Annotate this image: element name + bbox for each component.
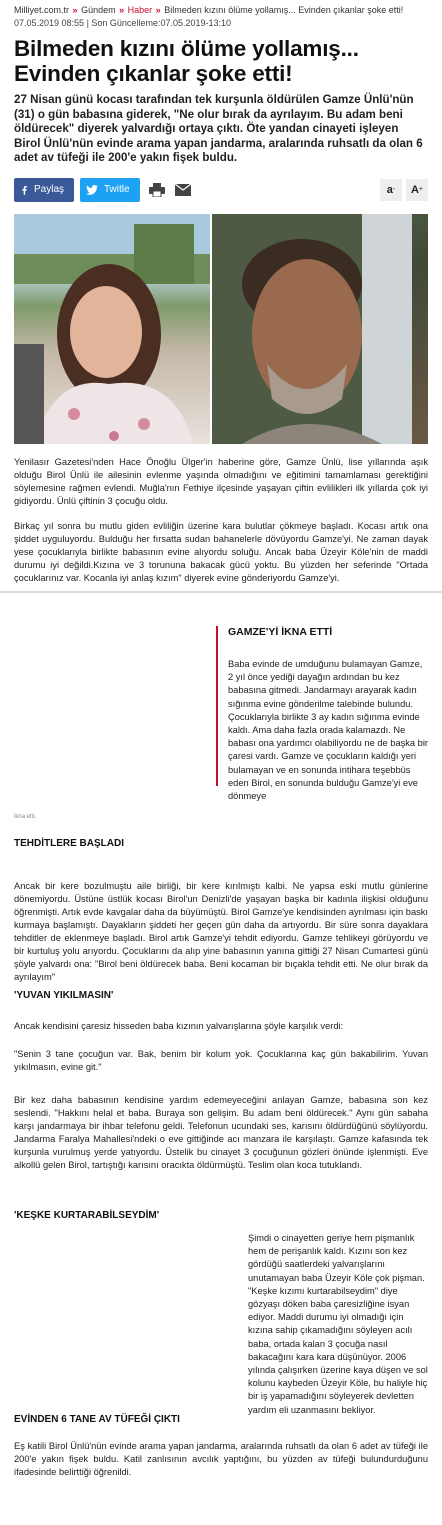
twitter-share-button[interactable]: [80, 178, 140, 202]
breadcrumb-item-gundem[interactable]: Gündem: [81, 5, 116, 15]
font-size-controls: [380, 179, 428, 201]
font-increase-label: A: [410, 183, 419, 196]
twitter-share-label: Twitle: [104, 184, 130, 195]
facebook-share-label: Paylaş: [33, 184, 64, 195]
photo-woman: [14, 214, 210, 444]
aside-gamze-ikna: [216, 626, 429, 802]
section-text: Bir kez daha babasının kendisine yardım edemeyeceğini anlayan Gamze, babasına son kez seslendi. "Hakkını helal et baba. Buraya son gelişim. Bu adam beni öldürecek." Aynı gün sabaha karşı jandarmaya bir ihbar telefonu geldi. Telefonun ucundaki ses, karısını öldürdüğünü söylüyordu. Jandarma Faralya Mahallesi'ndeki o eve gittiğinde acı manzara ile karşılaştı. Gamze kafasında tek kurşunla vurulmuş yerde yatıyordu. Üstelik bu cinayet 3 çocuğunun gözleri önünde işlenmişti. Eve alkollü gelen Birol, tartıştığı karısını oracıkta öldürmüştü. Teslim olan koca tutuklandı.: [14, 1095, 428, 1170]
section-text: Ancak kendisini çaresiz hisseden baba kızının yalvarışlarına şöyle karşılık verdi:: [14, 1021, 344, 1031]
share-toolbar: [14, 178, 428, 202]
print-icon: [149, 183, 165, 197]
section-heading: 'YUVAN YIKILMASIN': [14, 990, 114, 1001]
font-increase-button[interactable]: A +: [406, 179, 428, 201]
print-button[interactable]: [146, 179, 168, 201]
article-paragraph: Yenilasır Gazetesi'nden Hace Önoğlu Ülger'in haberine göre, Gamze Ünlü, lise yıllarında aşık olduğu Birol Ünlü ile ailesinin evlenme yaşında olmadığını ve eğitimini tamamlaması gerektiğini söylemesine rağmen evlendi. Muğla'nın Fethiye ilçesinde yaşayan çiftin evlilikleri ilk yıllarda çok iyi gidiyordu. Ünlü çiftinin 3 çocuğu oldu.: [14, 456, 428, 506]
font-decrease-label: a: [386, 183, 393, 196]
photo-man: [212, 214, 428, 444]
section-quote: "Senin 3 tane çocuğun var. Bak, benim bir kolum yok. Çocuklarına kaç gün bakabilirim. Yuvan yıkılmasın, evine git.": [14, 1049, 428, 1072]
facebook-share-button[interactable]: [14, 178, 74, 202]
section-heading: TEHDİTLERE BAŞLADI: [14, 838, 124, 849]
section-heading: 'KEŞKE KURTARABİLSEYDİM': [14, 1210, 160, 1221]
article-photo: [14, 214, 428, 444]
section-text: Şimdi o cinayetten geriye hem pişmanlık hem de perişanlık kaldı. Kızını son kez gördüğü saatlerdeki yalvarışlarını unutamayan baba Üzeyir Köle çok pişman. "Keşke kızımı kurtarabilseydim" diye gözyaşı döken baba çaresizliğine isyan ediyor. Maddi durumu iyi olmadığı için kızına sahip çıkamadığını söyleyen acılı baba, ortada kalan 3 çocuğa nasıl bakacağını kara kara düşünüyor. 2006 yılında çalışırken üzerine kaya düşen ve sol kolunu kaybeden Üzeyir Köle, bu haliyle hiç bir iş yapamadığını söyleyerek devletten yardım eli uzanmasını bekliyor.: [248, 1233, 428, 1415]
section-text: Ancak bir kere bozulmuştu aile birliği, bir kere kırılmıştı kalbi. Ne yapsa eski mutlu günlerine dönemiyordu. Üstüne üstlük kocası Birol'un Denizli'de yaşayan başka bir kadınla ilişkisi olduğunu öğrenmişti. Artık evde kavgalar daha da büyümüştü. Birol Gamze'ye kendisinden ayrılması için baskı kurmaya başlamıştı. Dayakların şiddeti her geçen gün daha da artıyordu. Bir süre sonra dayaklara tehditler de eklenmeye başladı. Birol artık Gamze'yi tehdit ediyordu. Gamze tehlikeyi görüyordu ve bir kurtuluş yolu arıyordu. Çocuklarını da alıp yine babasının yanına gittiği 27 Nisan Cumartesi günü şöyle yalvardı ona: "Birol beni öldürecek baba. Beni kocaman bir bıçakla tehdit etti. Ne olur bırak da ayrılayım": [14, 881, 428, 982]
email-button[interactable]: [172, 179, 194, 201]
article-lead: 27 Nisan günü kocası tarafından tek kurşunla öldürülen Gamze Ünlü'nün (31) o gün babasına giderek, "Ne olur bırak da ayrılayım. Bu adam beni öldürecek" diyerek yalvardığı ortaya çıktı. Öte yandan cinayeti işleyen Birol Ünlü'nün evinde arama yapan jandarma, aralarında ruhsatlı da olan 6 adet av tüfeği ile 200'e yakın fişek buldu.: [14, 93, 423, 164]
publish-dates: 07.05.2019 08:55 | Son Güncelleme:07.05.2019-13:10: [14, 18, 232, 28]
section-text: Eş katili Birol Ünlü'nün evinde arama yapan jandarma, aralarında ruhsatlı da olan 6 adet av tüfeği ile 200'e yakın fişek buldu. Katil zanlısının avcılık yaptığını, bu yüzden av tüfeği bulundurduğunu ifadesinde belirttiği öğrenildi.: [14, 1441, 428, 1477]
section-heading: EVİNDEN 6 TANE AV TÜFEĞİ ÇIKTI: [14, 1414, 180, 1425]
twitter-icon: [86, 185, 98, 195]
breadcrumb-site[interactable]: Milliyet.com.tr: [14, 5, 70, 15]
breadcrumb-item-haber[interactable]: Haber: [127, 5, 153, 15]
aside-text: Baba evinde de umduğunu bulamayan Gamze, 2 yıl önce yediği dayağın ardından bu kez babasına gitmedi. Jandarmayı arayarak kadın sığınma evine gönderilme talebinde bulundu. Çocuklarıyla birlikte 3 ay kadın sığınma evinde kaldı. Ama daha fazla orada kalamazdı. Ne babası ona yardımcı olabiliyordu ne de başka bir çaresi vardı. Gamze ve çocukların kaldığı yeri bulamayan ve en sonunda intihara teşebbüs eden Birol, en sonunda bulduğu Gamze'yi eve dönmeye: [228, 659, 429, 802]
font-decrease-button[interactable]: a -: [380, 179, 402, 201]
envelope-icon: [175, 184, 191, 196]
clipped-text: ikna etti.: [14, 814, 37, 820]
breadcrumb-item-current: Bilmeden kızını ölüme yollamış... Evinden çıkanlar şoke etti!: [164, 5, 404, 15]
breadcrumb: Milliyet.com.tr » Gündem » Haber » Bilmeden kızını ölüme yollamış... Evinden çıkanlar şoke etti!: [14, 5, 404, 15]
aside-heading: GAMZE'Yİ İKNA ETTİ: [228, 626, 333, 638]
page-title: Bilmeden kızını ölüme yollamış... Evinden çıkanlar şoke etti!: [14, 36, 359, 86]
facebook-icon: [20, 184, 28, 196]
article-paragraph: Birkaç yıl sonra bu mutlu giden evliliğin üzerine kara bulutlar çökmeye başladı. Kocası artık ona şiddet uyguluyordu. Bulduğu her fırsatta sudan bahanelerle dövüyordu Gamze'yi. Ne zaman dayak yese çocuklarıyla birlikte babasının evine alıyordu soluğu. Ancak baba Üzeyir Köle'nin de maddi durumu iyi değildi.Kızına ve 3 torununa bakacak gücü yoktu. Bu yüzden her seferinde "Ortada çocuklarınız var. Kocanla iyi anlaş kızım" diyerek evine gönderiyordu Gamze'yi.: [14, 520, 428, 583]
section-divider: [0, 591, 442, 593]
